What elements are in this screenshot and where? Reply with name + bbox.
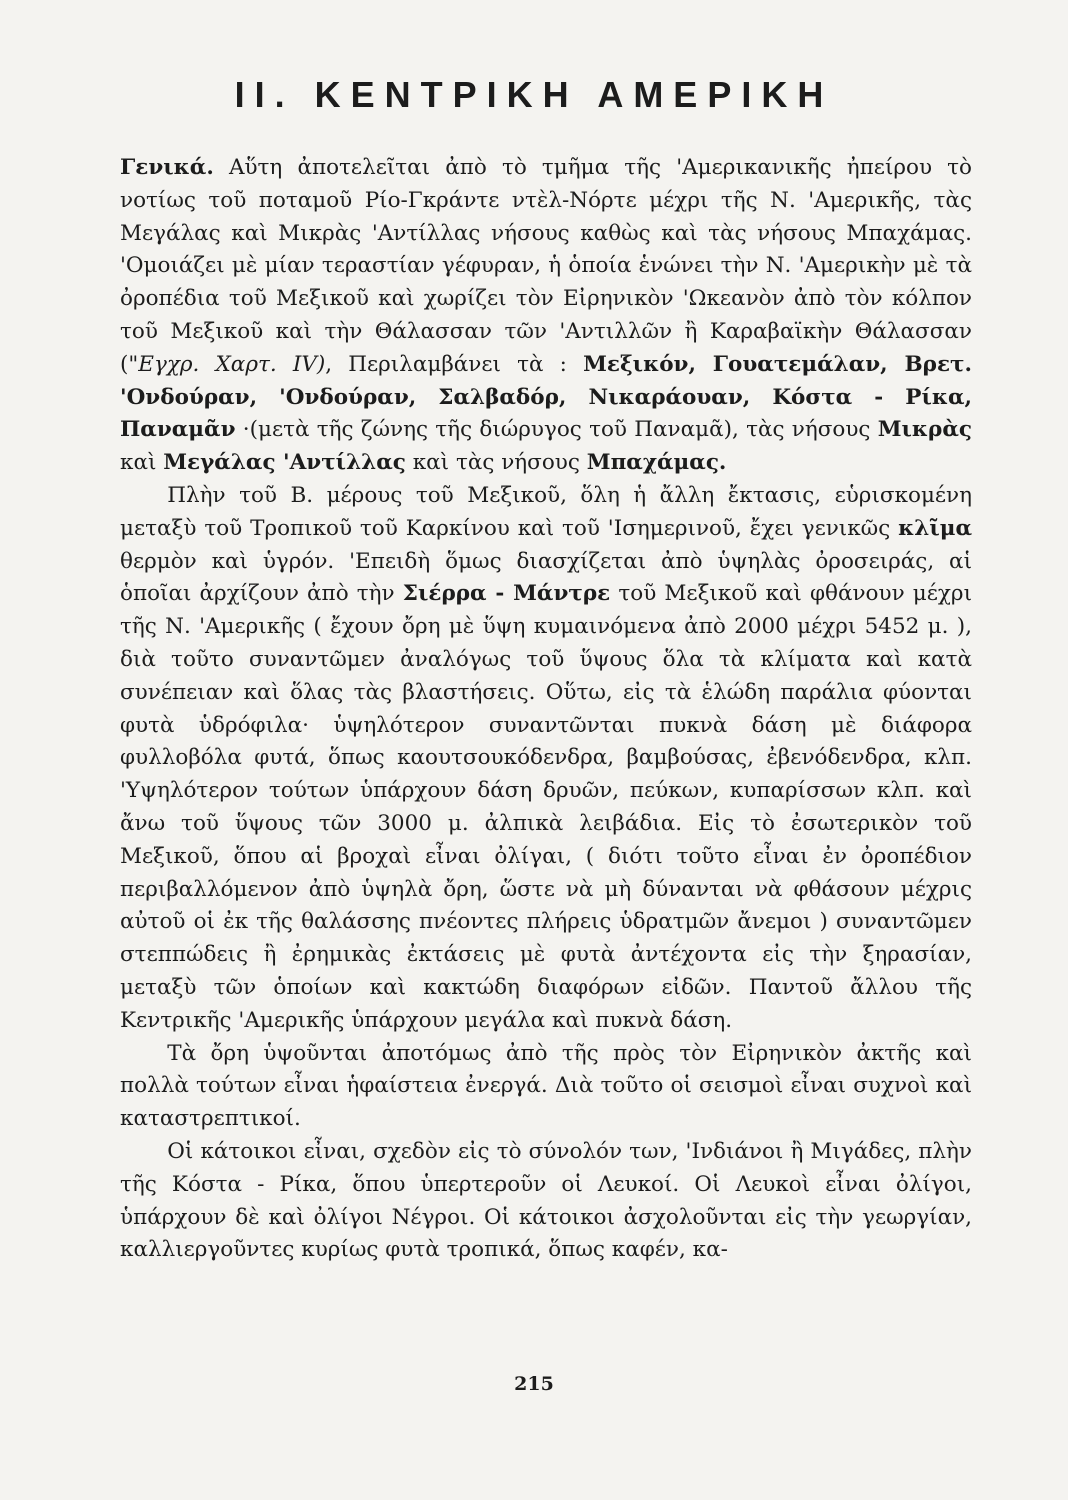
- section-lead-term: Γενικά.: [120, 155, 214, 180]
- body-text: [120, 152, 972, 1267]
- map-reference: "Εγχρ. Χαρτ. IV): [128, 351, 326, 377]
- page-number: 215: [514, 1373, 554, 1395]
- sierra-madre-term: Σιέρρα - Μάντρε: [402, 581, 611, 607]
- country-list: Μεξικόν, Γουατεμάλαν, Βρετ. 'Ονδούραν, 'Ονδούραν, Σαλβαδόρ, Νικαράουαν, Κόστα - Ρίκα, Παναμᾶν: [120, 351, 972, 443]
- chapter-title: ΙΙ. ΚΕΝΤΡΙΚΗ ΑΜΕΡΙΚΗ: [234, 74, 834, 115]
- paragraph-general: Γενικά. Αὕτη ἀποτελεῖται ἀπὸ τὸ τμῆμα τῆς 'Αμερικανικῆς ἠπείρου τὸ νοτίως τοῦ ποταμοῦ Ρίο-Γκράντε ντὲλ-Νόρτε μέχρι τῆς Ν. 'Αμερικῆς, τὰς Μεγάλας καὶ Μικρὰς 'Αντίλλας νήσους καθὼς καὶ τὰς νήσους Μπαχάμας. 'Ομοιάζει μὲ μίαν τεραστίαν γέφυραν, ἡ ὁποία ἑνώνει τὴν Ν. 'Αμερικὴν μὲ τὰ ὀροπέδια τοῦ Μεξικοῦ καὶ χωρίζει τὸν Εἰρηνικὸν 'Ωκεανὸν ἀπὸ τὸν κόλπον τοῦ Μεξικοῦ καὶ τὴν Θάλασσαν τῶν 'Αντιλλῶν ἢ Καραβαϊκὴν Θάλασσαν ("Εγχρ. Χαρτ. IV), Περιλαμβάνει τὰ : Μεξικόν, Γουατεμάλαν, Βρετ. 'Ονδούραν, 'Ονδούραν, Σαλβαδόρ, Νικαράουαν, Κόστα - Ρίκα, Παναμᾶν ·(μετὰ τῆς ζώνης τῆς διώρυγος τοῦ Παναμᾶ), τὰς νήσους Μικρὰς καὶ Μεγάλας 'Αντίλλας καὶ τὰς νήσους Μπαχάμας.: [120, 155, 972, 476]
- paragraph-climate: Πλὴν τοῦ Β. μέρους τοῦ Μεξικοῦ, ὅλη ἡ ἄλλη ἔκτασις, εὑρισκομένη μεταξὺ τοῦ Τροπικοῦ τοῦ Καρκίνου καὶ τοῦ 'Ισημερινοῦ, ἔχει γενικῶς κλῖμα θερμὸν καὶ ὑγρόν. 'Επειδὴ ὅμως διασχίζεται ἀπὸ ὑψηλὰς ὀροσειράς, αἱ ὁποῖαι ἀρχίζουν ἀπὸ τὴν Σιέρρα - Μάντρε τοῦ Μεξικοῦ καὶ φθάνουν μέχρι τῆς Ν. 'Αμερικῆς ( ἔχουν ὄρη μὲ ὕψη κυμαινόμενα ἀπὸ 2000 μέχρι 5452 μ. ), διὰ τοῦτο συναντῶμεν ἀναλόγως τοῦ ὕψους ὅλα τὰ κλίματα καὶ κατὰ συνέπειαν καὶ ὅλας τὰς βλαστήσεις. Οὕτω, εἰς τὰ ἑλώδη παράλια φύονται φυτὰ ὑδρόφιλα· ὑψηλότερον συναντῶνται πυκνὰ δάση μὲ διάφορα φυλλοβόλα φυτά, ὅπως καουτσουκόδενδρα, βαμβούσας, ἐβενόδενδρα, κλπ. 'Υψηλότερον τούτων ὑπάρχουν δάση δρυῶν, πεύκων, κυπαρίσσων κλπ. καὶ ἄνω τοῦ ὕψους τῶν 3000 μ. ἀλπικὰ λειβάδια. Εἰς τὸ ἐσωτερικὸν τοῦ Μεξικοῦ, ὅπου αἱ βροχαὶ εἶναι ὀλίγαι, ( διότι τοῦτο εἶναι ἐν ὀροπέδιον περιβαλλόμενον ἀπὸ ὑψηλὰ ὄρη, ὥστε νὰ μὴ δύνανται νὰ φθάσουν μέχρις αὐτοῦ οἱ ἐκ τῆς θαλάσσης πνέοντες πλήρεις ὑδρατμῶν ἄνεμοι ) συναντῶμεν στεππώδεις ἢ ἐρημικὰς ἐκτάσεις μὲ φυτὰ ἀντέχοντα εἰς τὴν ξηρασίαν, μεταξὺ τῶν ὁποίων καὶ κακτώδη διαφόρων εἰδῶν. Παντοῦ ἄλλου τῆς Κεντρικῆς 'Αμερικῆς ὑπάρχουν μεγάλα καὶ πυκνὰ δάση.: [120, 482, 972, 1033]
- paragraph-mountains: Τὰ ὄρη ὑψοῦνται ἀποτόμως ἀπὸ τῆς πρὸς τὸν Εἰρηνικὸν ἀκτῆς καὶ πολλὰ τούτων εἶναι ἡφαίστεια ἐνεργά. Διὰ τοῦτο οἱ σεισμοὶ εἶναι συχνοὶ καὶ καταστρεπτικοί.: [120, 1040, 972, 1132]
- climate-term: κλῖμα: [898, 515, 972, 541]
- paragraph-inhabitants: Οἱ κάτοικοι εἶναι, σχεδὸν εἰς τὸ σύνολόν των, 'Ινδιάνοι ἢ Μιγάδες, πλὴν τῆς Κόστα - Ρίκα, ὅπου ὑπερτεροῦν οἱ Λευκοί. Οἱ Λευκοὶ εἶναι ὀλίγοι, ὑπάρχουν δὲ καὶ ὀλίγοι Νέγροι. Οἱ κάτοικοι ἀσχολοῦνται εἰς τὴν γεωργίαν, καλλιεργοῦντες κυρίως φυτὰ τροπικά, ὅπως καφέν, κα-: [120, 1138, 972, 1263]
